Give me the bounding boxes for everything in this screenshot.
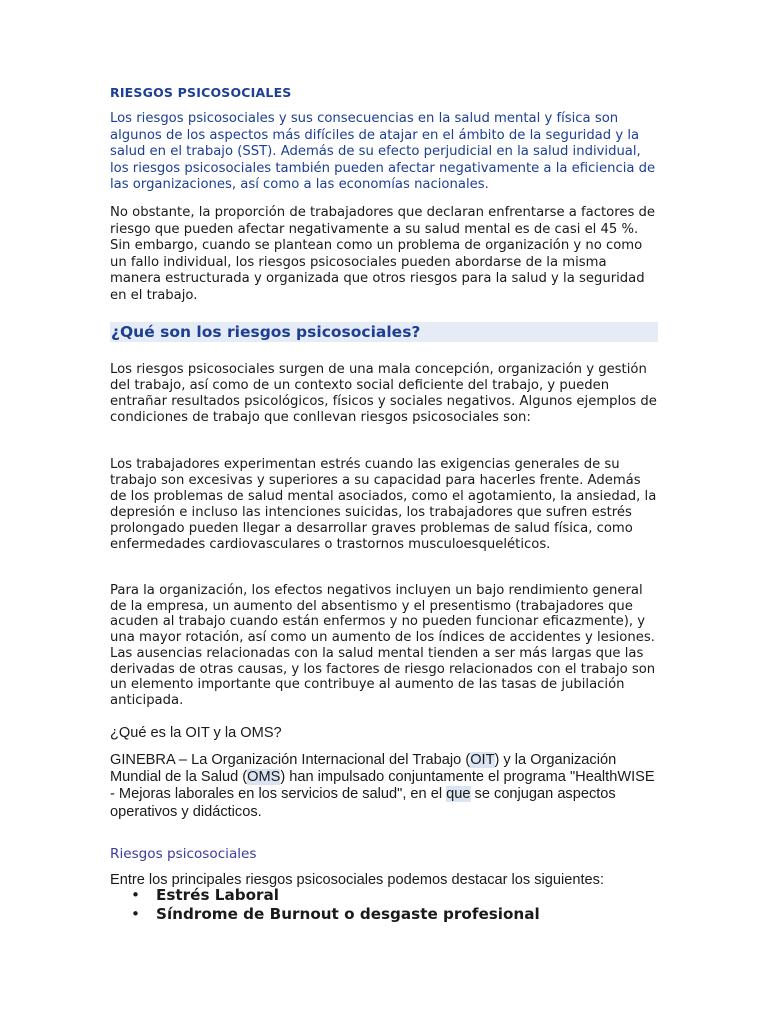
list-item <box>131 905 540 924</box>
intro-paragraph: Los riesgos psicosociales y sus consecuencias en la salud mental y física son algunos de los aspectos más difíciles de atajar en el ámbito de la seguridad y la salud en el trabajo (SST). Además de su efecto perjudicial en la salud individual, los riesgos psicosociales también pueden afectar negativamente a la eficiencia de las organizaciones, así como a las economías nacionales. <box>110 111 656 193</box>
bullet-list <box>110 886 540 924</box>
paragraph-5-text-2: ) y la Organización Mundial de la Salud ( <box>110 752 617 786</box>
question-line: ¿Qué es la OIT y la OMS? <box>110 725 282 741</box>
paragraph-2: Los riesgos psicosociales surgen de una mala concepción, organización y gestión del trabajo, así como de un contexto social deficiente del trabajo, y pueden entrañar resultados psicológicos, físicos y sociales negativos. Algunos ejemplos de condiciones de trabajo que conllevan riesgos psicosociales son: <box>110 362 657 425</box>
page-heading: ¿Qué son los riesgos psicosociales? <box>111 323 421 341</box>
paragraph-6: Entre los principales riesgos psicosociales podemos destacar los siguientes: <box>110 872 605 888</box>
paragraph-5 <box>110 752 660 821</box>
que-link[interactable]: que <box>446 786 471 803</box>
paragraph-5-text-3: ) han impulsado conjuntamente el programa "HealthWISE - Mejoras laborales en los servicios de salud", en el <box>110 769 655 803</box>
paragraph-3: Los trabajadores experimentan estrés cuando las exigencias generales de su trabajo son excesivas y superiores a su capacidad para hacerles frente. Además de los problemas de salud mental asociados, como el agotamiento, la ansiedad, la depresión e incluso las intenciones suicidas, los trabajadores que sufren estrés prolongado pueden llegar a desarrollar graves problemas de salud física, como enfermedades cardiovasculares o trastornos musculoesqueléticos. <box>110 457 657 552</box>
paragraph-4: Para la organización, los efectos negativos incluyen un bajo rendimiento general de la empresa, un aumento del absentismo y el presentismo (trabajadores que acuden al trabajo cuando están enfermos y no pueden funcionar eficazmente), y una mayor rotación, así como un aumento de los índices de accidentes y lesiones. Las ausencias relacionadas con la salud mental tienden a ser más largas que las derivadas de otras causas, y los factores de riesgo relacionados con el trabajo son un elemento importante que contribuye al aumento de las tasas de jubilación anticipada. <box>110 583 656 708</box>
list-item <box>131 886 540 905</box>
list-item-label: Síndrome de Burnout o desgaste profesional <box>156 905 540 923</box>
oit-link[interactable]: OIT <box>470 752 495 768</box>
paragraph-5-text-1: GINEBRA – La Organización Internacional del Trabajo ( <box>110 752 471 768</box>
bullet-icon: • <box>131 905 140 923</box>
paragraph-1: No obstante, la proporción de trabajadores que declaran enfrentarse a factores de riesgo que pueden afectar negativamente a su salud mental es de casi el 45 %. Sin embargo, cuando se plantean como un problema de organización y no como un fallo individual, los riesgos psicosociales pueden abordarse de la misma manera estructurada y organizada que otros riesgos para la salud y la seguridad en el trabajo. <box>110 205 656 303</box>
list-item-label: Estrés Laboral <box>156 886 279 904</box>
heading-band <box>110 322 658 342</box>
subheading-link[interactable]: Riesgos psicosociales <box>110 846 257 862</box>
bullet-icon: • <box>131 886 140 904</box>
paragraph-5-text-4: se conjugan aspectos operativos y didácticos. <box>110 786 616 820</box>
oms-link[interactable]: OMS <box>247 769 281 786</box>
section-title: RIESGOS PSICOSOCIALES <box>110 85 292 100</box>
